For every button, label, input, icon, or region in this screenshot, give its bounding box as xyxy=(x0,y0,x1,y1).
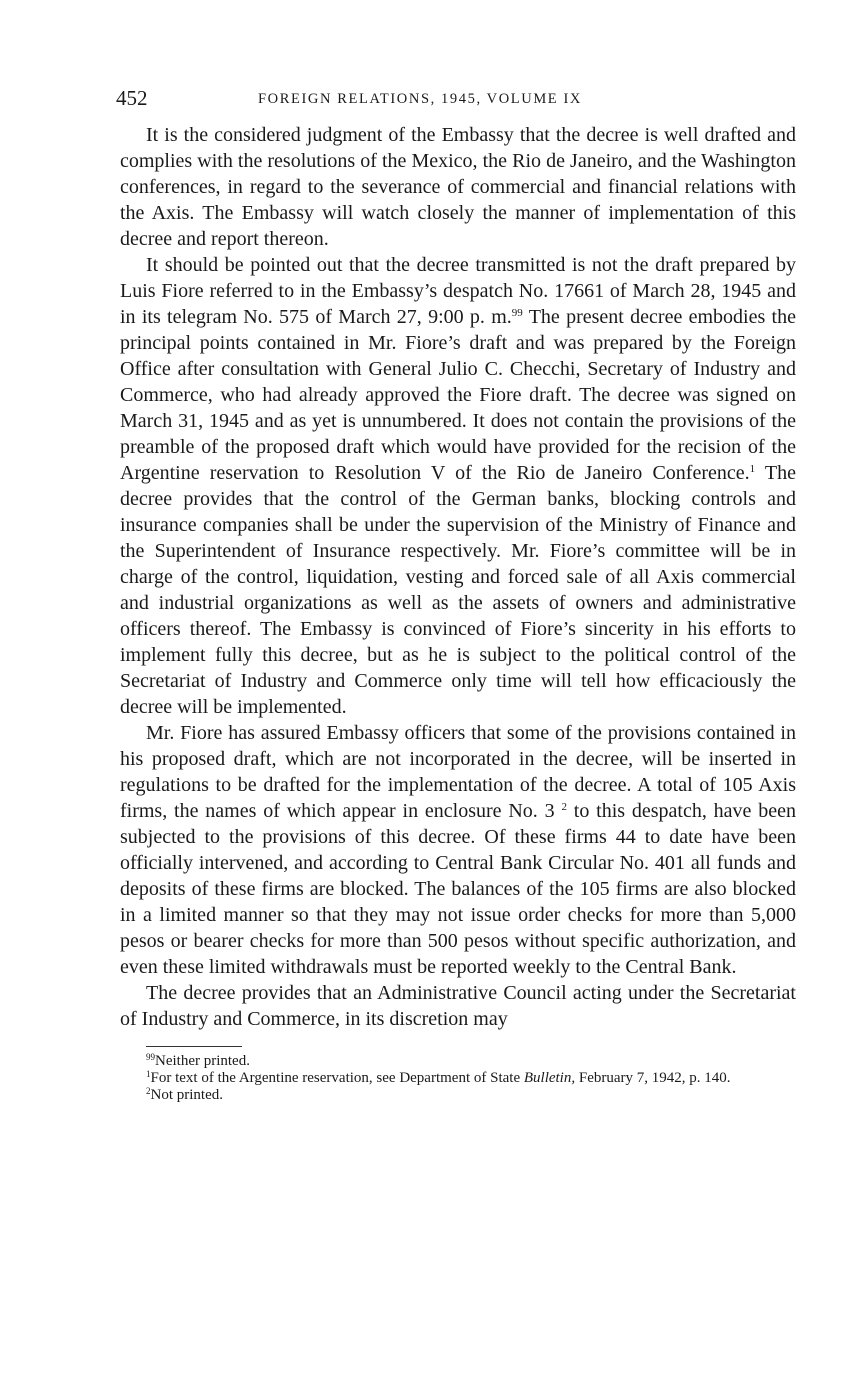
footnote-ref-2: 2 xyxy=(561,801,567,813)
paragraph-2-text-c: The decree provides that the control of the German banks, blocking controls and insurance companies shall be under the supervision of the Ministry of Finance and the Superintendent of Insurance respectively. Mr. Fiore’s committee will be in charge of the control, liquidation, vesting and forced sale of all Axis commercial and industrial organizations as well as the assets of owners and administrative officers thereof. The Embassy is convinced of Fiore’s sincerity in his efforts to implement fully this decree, but as he is subject to the political control of the Secretariat of Industry and Commerce only time will tell how efficaciously the decree will be implemented. xyxy=(120,462,796,718)
footnote-text: For text of the Argentine reservation, see Department of State xyxy=(150,1070,524,1086)
footnote-99 xyxy=(120,1053,796,1070)
page-header xyxy=(116,86,796,122)
paragraph-2-text-b: The present decree embodies the principal points contained in Mr. Fiore’s draft and was prepared by the Foreign Office after consultation with General Julio C. Checchi, Secretary of Industry and Commerce, who had already approved the Fiore draft. The decree was signed on March 31, 1945 and as yet is unnumbered. It does not contain the provisions of the preamble of the proposed draft which would have provided for the recision of the Argentine reservation to Resolution V of the Rio de Janeiro Conference. xyxy=(120,306,796,484)
running-title: FOREIGN RELATIONS, 1945, VOLUME IX xyxy=(258,91,582,107)
footnote-ref-1: 1 xyxy=(749,463,756,475)
footnote-ref-99: 99 xyxy=(511,307,523,319)
paragraph-1: It is the considered judgment of the Embassy that the decree is well drafted and complies with the resolutions of the Mexico, the Rio de Janeiro, and the Washington conferences, in regard to the severance of commercial and financial relations with the Axis. The Embassy will watch closely the manner of implementation of this decree and report thereon. xyxy=(120,124,796,250)
footnote-marker: 2 xyxy=(146,1086,151,1096)
footnote-marker: 99 xyxy=(146,1052,155,1062)
document-page xyxy=(116,86,797,1104)
paragraph-2-text-a: It should be pointed out that the decree transmitted is not the draft prepared by Luis Fiore referred to in the Embassy’s despatch No. 17661 of March 28, 1945 and in its telegram No. 575 of March 27, 9:00 p. m. xyxy=(120,254,796,328)
paragraph-2 xyxy=(120,252,796,720)
paragraph-3-text-a: Mr. Fiore has assured Embassy officers that some of the provisions contained in his proposed draft, which are not incorporated in the decree, will be inserted in regulations to be drafted for the implementation of the decree. A total of 105 Axis firms, the names of which appear in enclosure No. 3 xyxy=(120,722,796,822)
footnote-marker: 1 xyxy=(146,1069,151,1079)
paragraph-3 xyxy=(120,720,796,980)
paragraph-3-text-b: to this despatch, have been subjected to the provisions of this decree. Of these firms 44 to date have been officially intervened, and according to Central Bank Circular No. 401 all funds and deposits of these firms are blocked. The balances of the 105 firms are also blocked in a limited manner so that they may not issue order checks for more than 5,000 pesos or bearer checks for more than 500 pesos without specific authorization, and even these limited withdrawals must be reported weekly to the Central Bank. xyxy=(120,800,797,978)
footnote-1 xyxy=(120,1070,796,1087)
footnote-text: Not printed. xyxy=(150,1087,223,1103)
page-number: 452 xyxy=(116,86,148,110)
footnote-italic-title: Bulletin, xyxy=(523,1070,576,1086)
footnote-text-end: February 7, 1942, p. 140. xyxy=(575,1070,731,1086)
footnote-2 xyxy=(120,1087,796,1104)
paragraph-4: The decree provides that an Administrative Council acting under the Secretariat of Industry and Commerce, in its discretion may xyxy=(120,982,796,1030)
footnote-divider xyxy=(146,1046,242,1047)
footnotes xyxy=(120,1053,796,1104)
footnote-text: Neither printed. xyxy=(155,1053,250,1069)
